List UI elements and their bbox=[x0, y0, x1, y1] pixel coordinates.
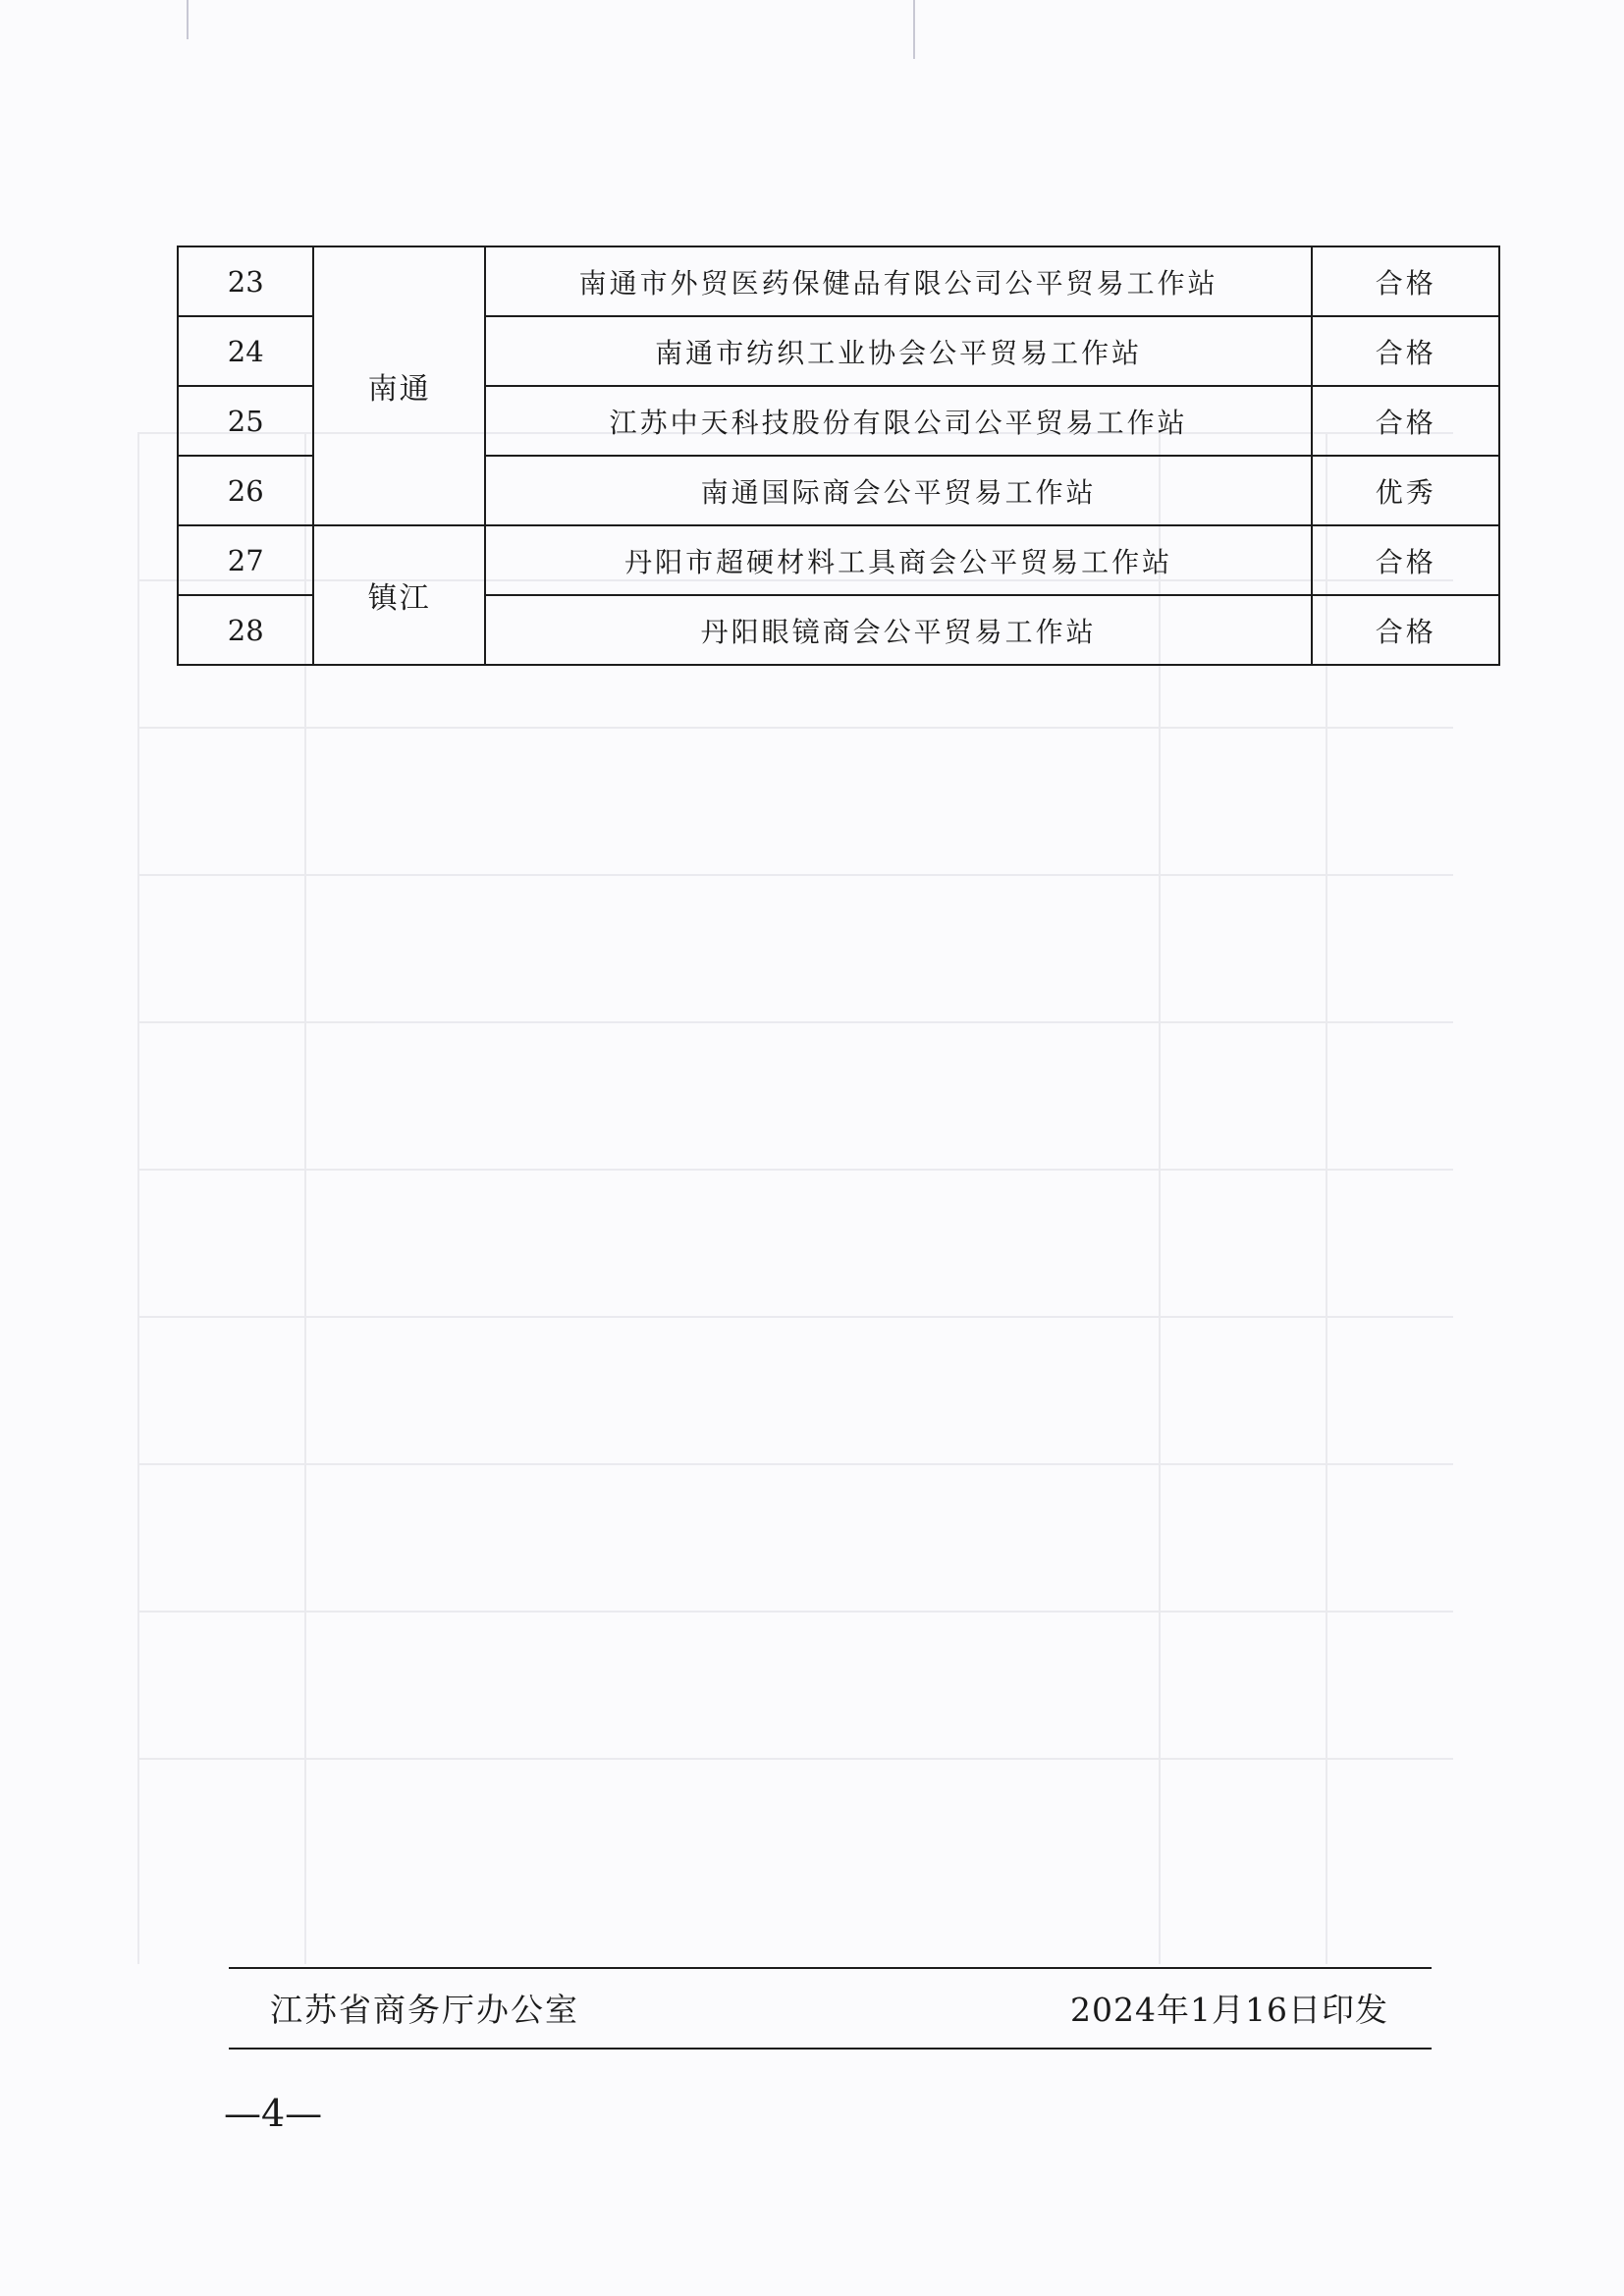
row-number: 25 bbox=[178, 386, 313, 456]
row-number: 28 bbox=[178, 595, 313, 665]
ghost-rule bbox=[137, 432, 139, 1964]
ghost-rule bbox=[137, 1316, 1453, 1318]
footer-top-rule bbox=[229, 1967, 1432, 1969]
ghost-rule bbox=[137, 1758, 1453, 1760]
ghost-rule bbox=[137, 1463, 1453, 1465]
ghost-rule bbox=[137, 1611, 1453, 1613]
ghost-rule bbox=[137, 874, 1453, 876]
grade-cell: 合格 bbox=[1312, 595, 1499, 665]
row-number: 27 bbox=[178, 525, 313, 595]
ghost-rule bbox=[137, 727, 1453, 729]
issue-date: 2024年1月16日印发 bbox=[1070, 1991, 1388, 2029]
ghost-rule bbox=[137, 1169, 1453, 1171]
table-row bbox=[178, 525, 1499, 595]
grade-cell: 合格 bbox=[1312, 386, 1499, 456]
row-number: 23 bbox=[178, 246, 313, 316]
city-cell-nantong: 南通 bbox=[313, 246, 485, 525]
station-name: 南通国际商会公平贸易工作站 bbox=[485, 456, 1313, 525]
station-name: 丹阳市超硬材料工具商会公平贸易工作站 bbox=[485, 525, 1313, 595]
station-name: 南通市纺织工业协会公平贸易工作站 bbox=[485, 316, 1313, 386]
grade-cell: 合格 bbox=[1312, 525, 1499, 595]
grade-cell: 合格 bbox=[1312, 316, 1499, 386]
grade-cell: 优秀 bbox=[1312, 456, 1499, 525]
ghost-rule bbox=[137, 1021, 1453, 1023]
footer-bottom-rule bbox=[229, 2048, 1432, 2050]
page-number: —4— bbox=[224, 2092, 323, 2135]
work-station-table bbox=[177, 246, 1500, 666]
station-name: 丹阳眼镜商会公平贸易工作站 bbox=[485, 595, 1313, 665]
row-number: 24 bbox=[178, 316, 313, 386]
issuer-name: 江苏省商务厅办公室 bbox=[270, 1991, 579, 2029]
city-cell-zhenjiang: 镇江 bbox=[313, 525, 485, 665]
fold-mark bbox=[187, 0, 189, 39]
table-row bbox=[178, 246, 1499, 316]
fold-mark bbox=[913, 0, 915, 59]
station-name: 南通市外贸医药保健品有限公司公平贸易工作站 bbox=[485, 246, 1313, 316]
row-number: 26 bbox=[178, 456, 313, 525]
grade-cell: 合格 bbox=[1312, 246, 1499, 316]
station-name: 江苏中天科技股份有限公司公平贸易工作站 bbox=[485, 386, 1313, 456]
